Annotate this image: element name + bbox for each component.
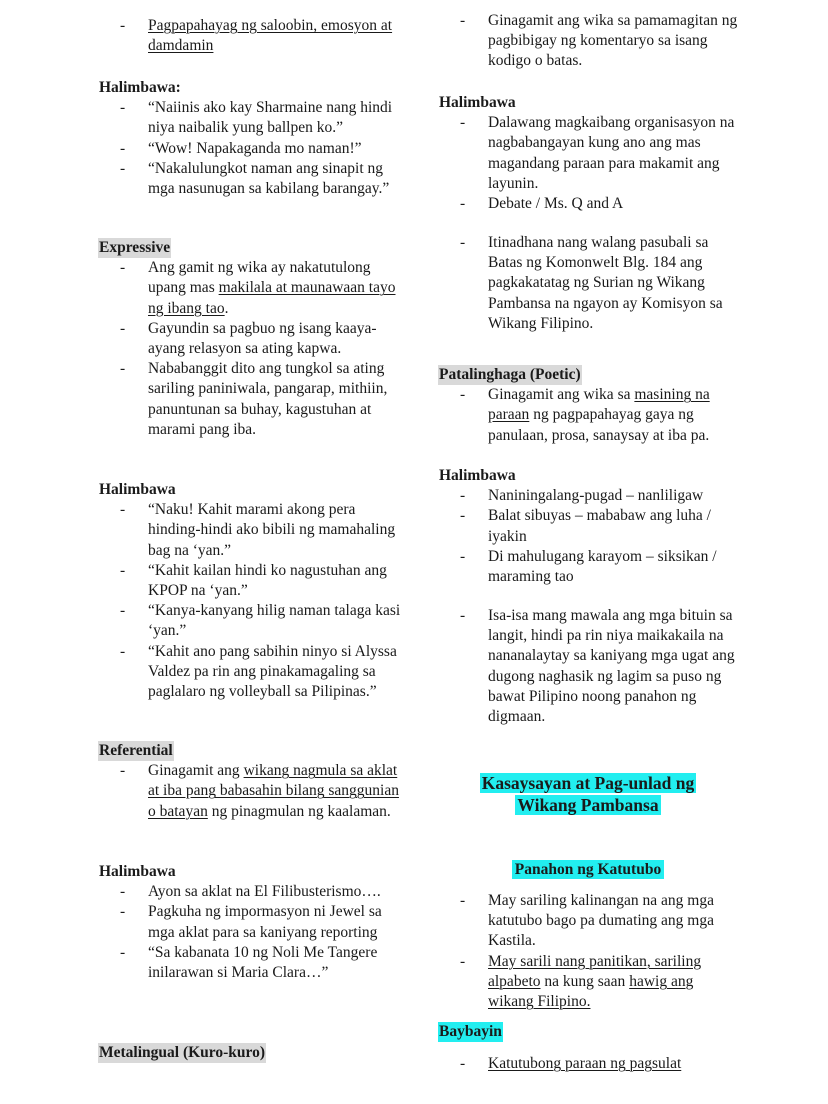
list-item: - Naniningalang-pugad – nanliligaw xyxy=(438,486,738,506)
section-heading: Halimbawa: xyxy=(99,79,181,96)
history-subtitle xyxy=(438,860,738,880)
list-item xyxy=(98,761,408,822)
underlined-text: Katutubong paraan ng pagsulat xyxy=(488,1055,682,1072)
list-item xyxy=(98,258,408,319)
history-title xyxy=(438,772,738,816)
example-section-2 xyxy=(98,480,408,702)
subtitle-block xyxy=(438,860,738,880)
list-item: - Ayon sa aklat na El Filibusterismo…. xyxy=(98,882,408,902)
section-heading: Halimbawa xyxy=(99,863,176,880)
section-heading-poetic: Patalinghaga (Poetic) xyxy=(438,365,582,385)
text: Ang gamit ng wika ay nakatutulong upang mas xyxy=(148,259,371,297)
baybayin-list xyxy=(438,1054,738,1074)
list-item: - “Kanya-kanyang hilig naman talaga kasi ‘yan.” xyxy=(98,601,408,641)
baybayin-section xyxy=(438,1022,738,1042)
list-item: - Ginagamit ang wika sa pamamagitan ng pagbibigay ng komentaryo sa isang kodigo o batas. xyxy=(438,11,738,72)
expressive-section xyxy=(98,238,408,440)
referential-section xyxy=(98,741,408,822)
example-section-3 xyxy=(98,862,408,983)
list-item: - Isa-isa mang mawala ang mga bituin sa langit, hindi pa rin niya maikakaila na nananalaytay sa kaniyang mga ugat ang dugong naghasik ng lagim sa puso ng bawat Pilipino noong panahon ng digmaan. xyxy=(438,606,738,727)
title-block xyxy=(438,772,738,816)
list-item: - May sariling kalinangan na ang mga katutubo bago pa dumating ang mga Kastila. xyxy=(438,891,738,952)
underlined-text: Pagpapahayag ng saloobin, emosyon at damdamin xyxy=(148,17,393,55)
section-heading: Halimbawa xyxy=(99,481,176,498)
underlined-text: wikang nagmula sa aklat at iba pang babasahin bilang sanggunian o batayan xyxy=(148,762,399,820)
list-item: - Di mahulugang karayom – siksikan / maraming tao xyxy=(438,547,738,587)
underlined-text: masining na paraan xyxy=(488,386,710,424)
list-item xyxy=(438,1054,738,1074)
list-item: - Itinadhana nang walang pasubali sa Batas ng Komonwelt Blg. 184 ang pagkakatatag ng Surian ng Wikang Pambansa na ngayon ay Komisyon sa Wikang Filipino. xyxy=(438,233,738,334)
metalingual-section xyxy=(98,1043,408,1063)
list-item: - “Kahit ano pang sabihin ninyo si Alyssa Valdez pa rin ang pinakamagaling sa paglalaro ng volleyball sa Pilipinas.” xyxy=(98,642,408,703)
text: na kung saan xyxy=(540,972,630,990)
subtitle-panahon-ng-katutubo: Panahon ng Katutubo xyxy=(512,860,664,879)
underlined-text: May sarili nang panitikan, sariling alpabeto xyxy=(488,952,702,990)
section-heading-baybayin: Baybayin xyxy=(438,1022,503,1042)
section-heading-metalingual: Metalingual (Kuro-kuro) xyxy=(98,1043,266,1063)
list-item: - “Naiinis ako kay Sharmaine nang hindi niya naibalik yung ballpen ko.” xyxy=(98,98,408,138)
list-item: - “Nakalulungkot naman ang sinapit ng mga nasunugan sa kabilang barangay.” xyxy=(98,159,408,199)
text: Ginagamit ang wika sa xyxy=(488,386,635,404)
text: ng pagpapahayag gaya ng panulaan, prosa, sanaysay at iba pa. xyxy=(488,406,710,444)
history-title-line1: Kasaysayan at Pag-unlad ng xyxy=(481,773,695,793)
underlined-text: hawig ang wikang Filipino. xyxy=(488,972,694,1011)
list-item xyxy=(98,16,408,56)
list-item: - “Naku! Kahit marami akong pera hinding-hindi ako bibili ng mamahaling bag na ‘yan.” xyxy=(98,500,408,561)
section-heading: Halimbawa xyxy=(439,467,516,484)
example-section-5 xyxy=(438,466,738,587)
underlined-text: makilala at maunawaan tayo ng ibang tao xyxy=(148,279,396,317)
list-item: - Debate / Ms. Q and A xyxy=(438,194,738,214)
emotive-definition xyxy=(98,16,408,56)
list-item: - “Sa kabanata 10 ng Noli Me Tangere inilarawan si Maria Clara…” xyxy=(98,943,408,983)
list-item: - Balat sibuyas – mababaw ang luha / iyakin xyxy=(438,506,738,546)
text: ng pinagmulan ng kaalaman. xyxy=(207,802,391,820)
list-item: - Nababanggit dito ang tungkol sa ating sariling paniniwala, pangarap, mithiin, panuntunan sa buhay, kagustuhan at marami pang iba. xyxy=(98,359,408,440)
example-section-4-extra xyxy=(438,233,738,334)
text: Ginagamit ang xyxy=(148,762,244,780)
section-heading: Halimbawa xyxy=(439,94,516,111)
katutubo-section xyxy=(438,891,738,1012)
list-item: - “Kahit kailan hindi ko nagustuhan ang KPOP na ‘yan.” xyxy=(98,561,408,601)
example-section-1 xyxy=(98,78,408,199)
history-title-line2: Wikang Pambansa xyxy=(517,795,659,815)
poetic-section xyxy=(438,365,738,446)
example-section-5-extra xyxy=(438,606,738,727)
section-heading-referential: Referential xyxy=(98,741,174,761)
list-item xyxy=(438,952,738,1013)
list-item xyxy=(438,385,738,446)
list-item: - Gayundin sa pagbuo ng isang kaaya-ayang relasyon sa ating kapwa. xyxy=(98,319,408,359)
metalingual-definition xyxy=(438,11,738,72)
example-section-4 xyxy=(438,93,738,214)
list-item: - Dalawang magkaibang organisasyon na nagbabangayan kung ano ang mas magandang paraan para makamit ang layunin. xyxy=(438,113,738,194)
list-item: - “Wow! Napakaganda mo naman!” xyxy=(98,139,408,159)
section-heading-expressive: Expressive xyxy=(98,238,171,258)
text: . xyxy=(224,299,229,317)
list-item: - Pagkuha ng impormasyon ni Jewel sa mga aklat para sa kaniyang reporting xyxy=(98,902,408,942)
